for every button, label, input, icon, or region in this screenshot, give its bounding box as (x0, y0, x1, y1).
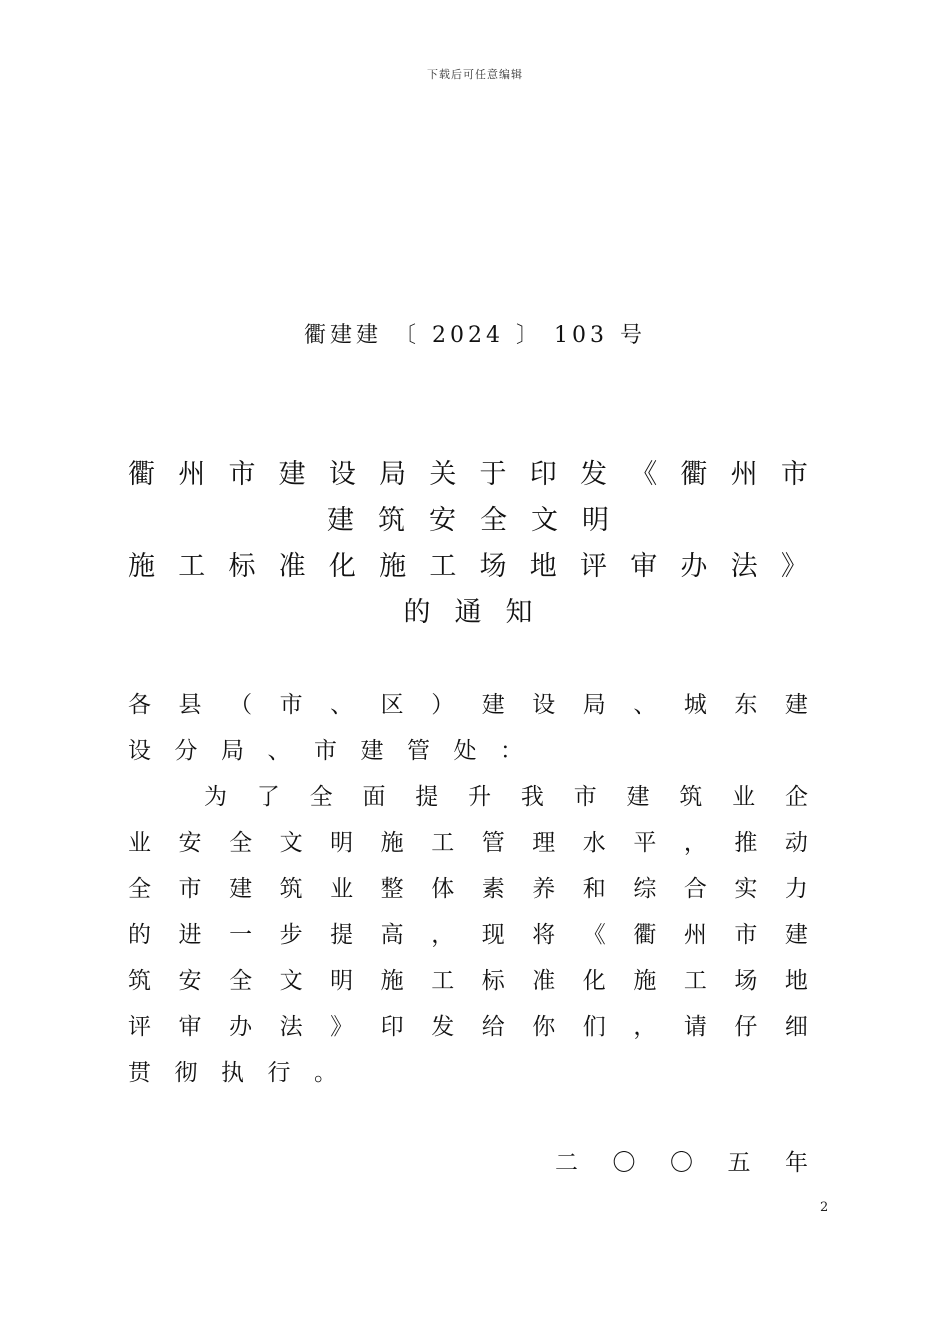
text-char: 东 (734, 692, 758, 718)
text-char: 《 (630, 459, 658, 490)
title-line (128, 544, 808, 590)
text-char: 工 (683, 968, 707, 994)
text-char: 请 (683, 1014, 707, 1040)
text-char: 综 (633, 876, 657, 902)
text-char: 法 (279, 1014, 303, 1040)
text-char: ， (683, 830, 707, 856)
text-char: 。 (314, 1060, 337, 1086)
text-char: 、 (633, 692, 657, 718)
text-char: 关 (429, 459, 457, 490)
text-char: 工 (429, 551, 457, 582)
document-title (128, 452, 808, 636)
text-char: ） (431, 692, 455, 718)
text-char: 和 (582, 876, 606, 902)
body-line (128, 912, 808, 958)
text-char: 明 (330, 968, 354, 994)
text-char: 工 (431, 830, 455, 856)
text-char: 化 (582, 968, 606, 994)
text-char: 业 (330, 876, 354, 902)
text-char: 为 (204, 784, 227, 810)
text-char: 提 (415, 784, 439, 810)
text-char: 执 (221, 1060, 244, 1086)
text-char: 给 (481, 1014, 505, 1040)
text-char: 施 (380, 968, 404, 994)
text-char: 市 (314, 738, 337, 764)
text-char: 步 (279, 922, 303, 948)
text-char: 建 (784, 922, 808, 948)
text-char: ， (431, 922, 455, 948)
doc-number-close-bracket: 〕 (516, 323, 543, 348)
text-char: 处 (453, 738, 477, 764)
text-char: 局 (582, 692, 606, 718)
doc-number-suffix: 号 (620, 323, 647, 348)
text-char: 《 (582, 922, 606, 948)
text-char: 素 (481, 876, 505, 902)
text-char: 场 (734, 968, 758, 994)
text-char: 区 (380, 692, 404, 718)
text-char: ， (633, 1014, 657, 1040)
text-char: 将 (532, 922, 556, 948)
text-char: 市 (780, 459, 808, 490)
text-char: 全 (229, 968, 253, 994)
text-char: 衢 (128, 459, 155, 490)
text-char: 安 (178, 830, 202, 856)
text-char: 、 (267, 738, 291, 764)
text-char: 市 (228, 459, 256, 490)
document-body (128, 682, 808, 1096)
text-char: 州 (683, 922, 707, 948)
text-char: 管 (481, 830, 505, 856)
text-char: 设 (532, 692, 556, 718)
text-char: 全 (229, 830, 253, 856)
text-char: 局 (379, 459, 407, 490)
title-line (128, 498, 808, 544)
text-char: 衢 (633, 922, 657, 948)
text-char: 推 (734, 830, 758, 856)
text-char: 设 (128, 738, 151, 764)
doc-number-open-bracket: 〔 (393, 323, 420, 348)
text-char: 建 (278, 459, 306, 490)
text-char: 知 (505, 597, 533, 628)
text-char: 局 (221, 738, 244, 764)
text-char: 文 (279, 830, 303, 856)
text-char: 高 (380, 922, 404, 948)
text-char: 一 (229, 922, 253, 948)
text-char: 你 (532, 1014, 556, 1040)
text-char: 〇 (612, 1150, 636, 1176)
text-char: 市 (279, 692, 303, 718)
text-char: 彻 (174, 1060, 198, 1086)
text-char: 分 (174, 738, 198, 764)
text-char: 明 (330, 830, 354, 856)
body-line (128, 820, 808, 866)
text-char: 标 (481, 968, 505, 994)
text-char: 力 (784, 876, 808, 902)
text-char: 筑 (128, 968, 151, 994)
text-char: 五 (727, 1150, 751, 1176)
text-char: 文 (531, 505, 558, 536)
text-char: 市 (573, 784, 597, 810)
text-char: 》 (330, 1014, 354, 1040)
text-char: 水 (582, 830, 606, 856)
text-char: 体 (431, 876, 455, 902)
text-char: 法 (730, 551, 758, 582)
text-char: 地 (784, 968, 808, 994)
text-char: 市 (178, 876, 202, 902)
doc-number-year: 2024 (432, 323, 504, 348)
text-char: （ (229, 692, 253, 718)
text-char: 施 (128, 551, 155, 582)
text-char: 平 (633, 830, 657, 856)
text-char: 理 (532, 830, 556, 856)
text-char: 建 (626, 784, 650, 810)
text-char: 衢 (680, 459, 708, 490)
text-char: 管 (407, 738, 430, 764)
text-char: 合 (683, 876, 707, 902)
body-line-addressee (128, 728, 808, 774)
text-char: 二 (555, 1150, 578, 1176)
text-char: 筑 (378, 505, 405, 536)
text-char: 现 (481, 922, 505, 948)
text-char: 贯 (128, 1060, 151, 1086)
text-char: 筑 (679, 784, 703, 810)
text-char: 建 (360, 738, 384, 764)
text-char: 发 (431, 1014, 455, 1040)
text-char: 建 (481, 692, 505, 718)
text-char: 业 (732, 784, 756, 810)
text-char: 市 (734, 922, 758, 948)
body-line (128, 1004, 808, 1050)
text-char: 仔 (734, 1014, 758, 1040)
text-char: 安 (178, 968, 202, 994)
body-line (128, 958, 808, 1004)
text-char: 的 (128, 922, 151, 948)
text-char: 审 (178, 1014, 202, 1040)
text-char: 工 (178, 551, 206, 582)
text-char: 的 (403, 597, 431, 628)
text-char: 、 (330, 692, 354, 718)
text-char: 建 (327, 505, 354, 536)
text-char: 评 (128, 1014, 151, 1040)
text-char: 建 (784, 692, 808, 718)
text-char: 准 (278, 551, 306, 582)
text-char: 安 (429, 505, 456, 536)
text-char: 了 (256, 784, 280, 810)
text-char: 施 (380, 830, 404, 856)
text-char: 州 (178, 459, 206, 490)
body-line (128, 774, 808, 820)
text-char: 企 (784, 784, 808, 810)
text-char: 县 (178, 692, 202, 718)
text-char: 筑 (279, 876, 303, 902)
text-char: 整 (380, 876, 404, 902)
text-char: 面 (362, 784, 386, 810)
text-char: 实 (734, 876, 758, 902)
text-char: 明 (582, 505, 609, 536)
text-char: 通 (454, 597, 482, 628)
text-char: 提 (330, 922, 354, 948)
text-char: 评 (579, 551, 607, 582)
text-char: 建 (229, 876, 253, 902)
doc-number-prefix: 衢建建 (303, 323, 382, 348)
text-char: 各 (128, 692, 151, 718)
text-char: 发 (579, 459, 607, 490)
header-note: 下载后可任意编辑 (427, 68, 523, 81)
text-char: 》 (780, 551, 808, 582)
text-char: 准 (532, 968, 556, 994)
text-char: 〇 (670, 1150, 693, 1176)
body-line (128, 1050, 808, 1096)
doc-number-number: 103 (554, 323, 609, 348)
text-char: 审 (630, 551, 658, 582)
body-line (128, 866, 808, 912)
text-char: 施 (633, 968, 657, 994)
text-char: 办 (680, 551, 708, 582)
text-char: 全 (128, 876, 151, 902)
text-char: 养 (532, 876, 556, 902)
text-char: ： (500, 738, 523, 764)
title-line (128, 452, 808, 498)
text-char: 工 (431, 968, 455, 994)
text-char: 州 (730, 459, 758, 490)
text-char: 设 (328, 459, 356, 490)
text-char: 标 (228, 551, 256, 582)
text-char: 施 (379, 551, 407, 582)
text-char: 升 (468, 784, 492, 810)
text-char: 化 (328, 551, 356, 582)
text-char: 动 (784, 830, 808, 856)
document-date (555, 1140, 808, 1186)
text-char: 全 (480, 505, 507, 536)
text-char: 全 (309, 784, 333, 810)
document-number (0, 318, 950, 349)
text-char: 办 (229, 1014, 253, 1040)
text-char: 年 (785, 1150, 808, 1176)
text-char: 场 (479, 551, 507, 582)
text-char: 行 (267, 1060, 291, 1086)
text-char: 地 (529, 551, 557, 582)
text-char: 进 (178, 922, 202, 948)
page-number: 2 (820, 1200, 829, 1215)
text-char: 城 (683, 692, 707, 718)
text-char: 文 (279, 968, 303, 994)
text-char: 们 (582, 1014, 606, 1040)
text-char: 业 (128, 830, 151, 856)
text-char: 我 (520, 784, 544, 810)
title-line (128, 590, 808, 636)
body-line-addressee (128, 682, 808, 728)
text-char: 于 (479, 459, 507, 490)
text-char: 细 (784, 1014, 808, 1040)
text-char: 印 (380, 1014, 404, 1040)
text-char: 印 (529, 459, 557, 490)
